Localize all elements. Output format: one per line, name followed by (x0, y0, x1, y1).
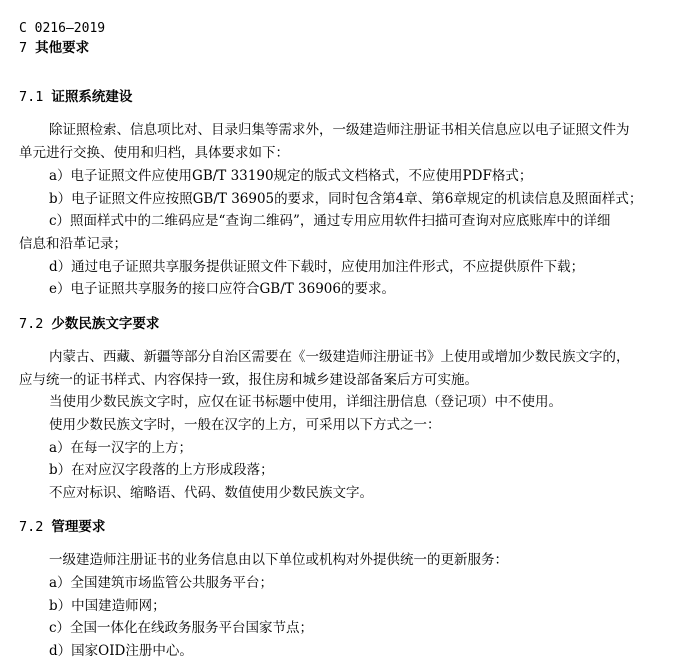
section-title: 少数民族文字要求 (51, 316, 160, 332)
list-item-d: d）国家OID注册中心。 (49, 643, 193, 659)
paragraph-line: 单元进行交换、使用和归档，具体要求如下： (19, 145, 289, 161)
standard-code: C 0216—2019 (19, 21, 106, 36)
paragraph: 使用少数民族文字时，一般在汉字的上方，可采用以下方式之一： (49, 417, 441, 433)
list-item-a: a）全国建筑市场监管公共服务平台； (49, 575, 274, 591)
section-number: 7.2 (19, 519, 44, 535)
section-title: 证照系统建设 (51, 89, 133, 105)
list-item-b: b）电子证照文件应按照GB/T 36905的要求，同时包含第4章、第6章规定的机读信息及照面样式； (49, 191, 643, 207)
list-item-b: b）在对应汉字段落的上方形成段落； (49, 462, 274, 478)
section-7-2-heading (19, 315, 159, 333)
list-item-b: b）中国建造师网； (49, 598, 166, 614)
section-management-heading (19, 518, 105, 536)
list-item-a: a）在每一汉字的上方； (49, 440, 193, 456)
paragraph: 当使用少数民族文字时，应仅在证书标题中使用，详细注册信息（登记项）中不使用。 (49, 394, 562, 410)
list-item-c-continued: 信息和沿革记录； (19, 236, 127, 252)
list-item-d: d）通过电子证照共享服务提供证照文件下载时，应使用加注件形式，不应提供原件下载； (49, 259, 585, 275)
chapter-heading (19, 39, 89, 57)
chapter-title: 其他要求 (35, 40, 90, 56)
section-number: 7.1 (19, 89, 44, 105)
list-item-c: c）照面样式中的二维码应是“查询二维码”，通过专用应用软件扫描可查询对应底账库中的详细 (49, 213, 611, 229)
paragraph-line: 应与统一的证书样式、内容保持一致，报住房和城乡建设部备案后方可实施。 (19, 372, 478, 388)
section-number: 7.2 (19, 316, 44, 332)
chapter-number: 7 (19, 40, 28, 56)
section-title: 管理要求 (51, 519, 106, 535)
list-item-e: e）电子证照共享服务的接口应符合GB/T 36906的要求。 (49, 281, 395, 297)
list-item-c: c）全国一体化在线政务服务平台国家节点； (49, 620, 314, 636)
paragraph-line: 内蒙古、西藏、新疆等部分自治区需要在《一级建造师注册证书》上使用或增加少数民族文字的， (49, 349, 630, 365)
paragraph: 一级建造师注册证书的业务信息由以下单位或机构对外提供统一的更新服务： (49, 552, 508, 568)
paragraph: 不应对标识、缩略语、代码、数值使用少数民族文字。 (49, 485, 373, 501)
paragraph-line: 除证照检索、信息项比对、目录归集等需求外，一级建造师注册证书相关信息应以电子证照文件为 (49, 122, 630, 138)
list-item-a: a）电子证照文件应使用GB/T 33190规定的版式文档格式，不应使用PDF格式； (49, 168, 533, 184)
section-7-1-heading (19, 88, 132, 106)
